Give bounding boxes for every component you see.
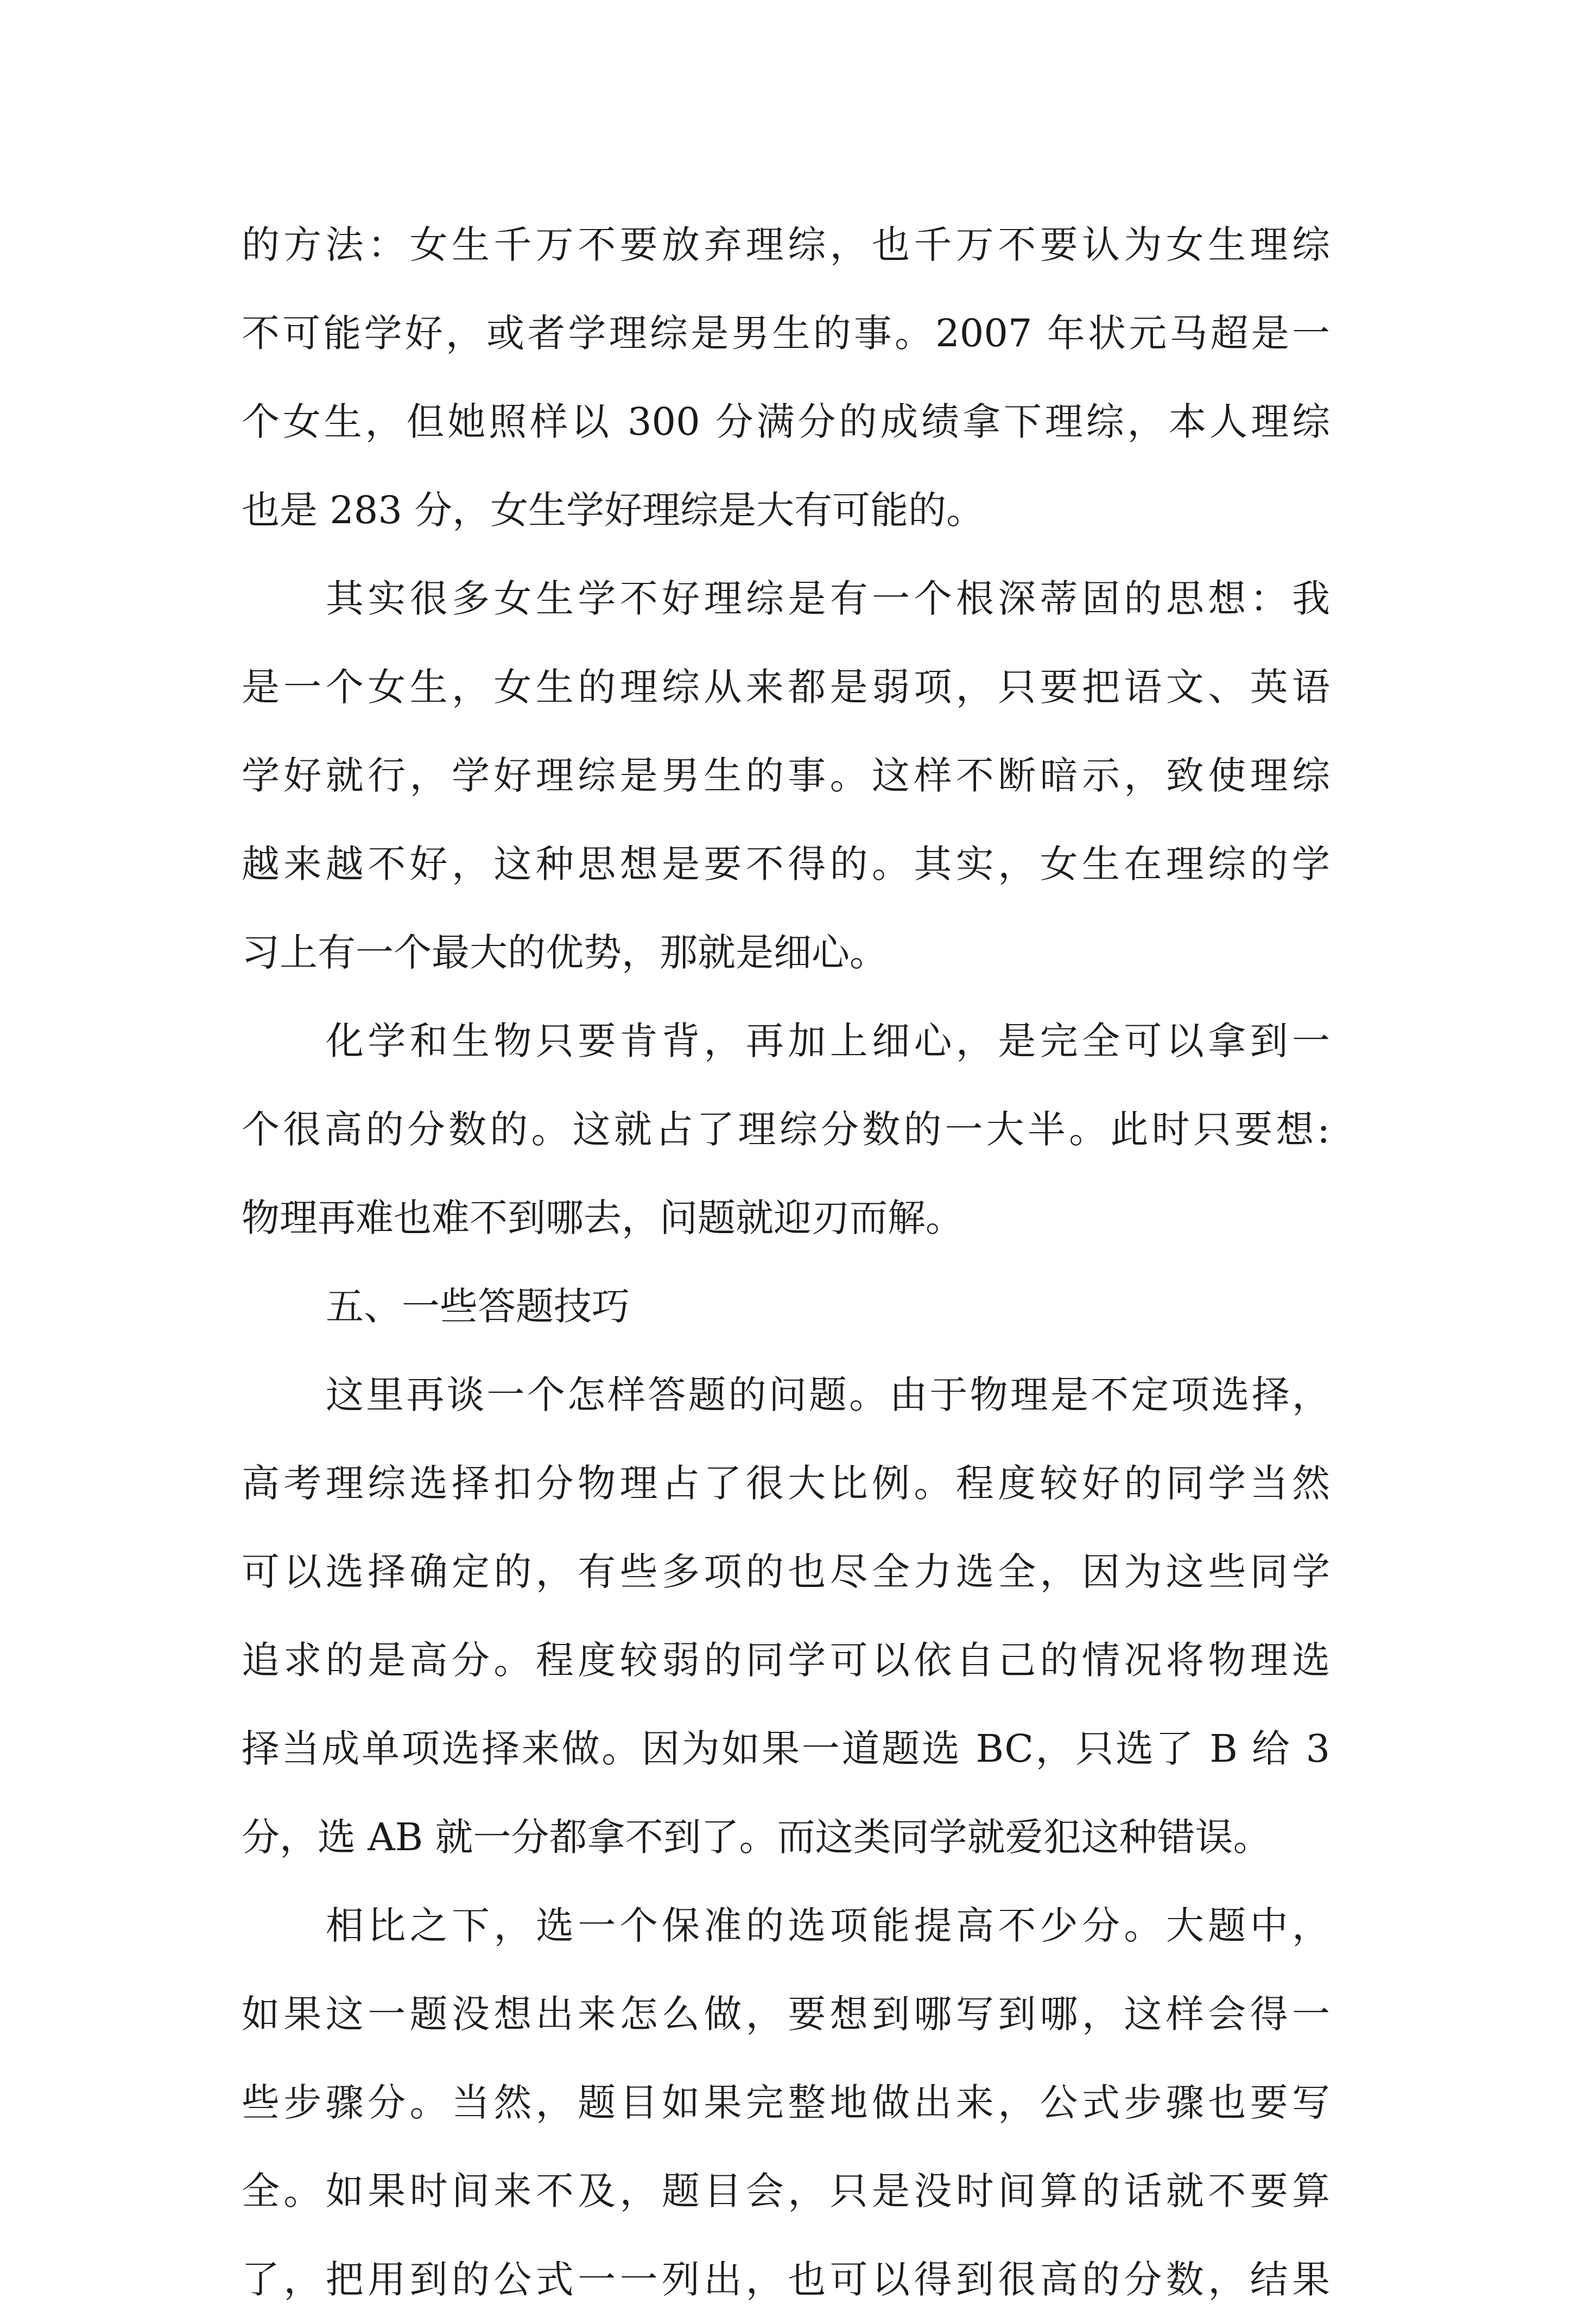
text-line: 习上有一个最大的优势，那就是细心。 (242, 930, 888, 975)
text-line: 不可能学好，或者学理综是男生的事。2007 年状元马超是一 (242, 311, 1330, 355)
document-body (242, 201, 1330, 2324)
paragraph-first-line: 化学和生物只要肯背，再加上细心，是完全可以拿到一 (326, 1019, 1330, 1063)
section-heading: 五、一些答题技巧 (326, 1284, 630, 1329)
text-line: 个很高的分数的。这就占了理综分数的一大半。此时只要想: (242, 1107, 1330, 1152)
text-line: 越来越不好，这种思想是要不得的。其实，女生在理综的学 (242, 842, 1330, 886)
paragraph-first-line: 这里再谈一个怎样答题的问题。由于物理是不定项选择， (326, 1373, 1330, 1417)
paragraph-first-line: 其实很多女生学不好理综是有一个根深蒂固的思想：我 (326, 576, 1330, 621)
text-line: 追求的是高分。程度较弱的同学可以依自己的情况将物理选 (242, 1638, 1330, 1682)
text-line: 学好就行，学好理综是男生的事。这样不断暗示，致使理综 (242, 753, 1330, 798)
text-line: 的方法：女生千万不要放弃理综，也千万不要认为女生理综 (242, 223, 1330, 267)
text-line: 高考理综选择扣分物理占了很大比例。程度较好的同学当然 (242, 1461, 1330, 1506)
text-line: 物理再难也难不到哪去，问题就迎刃而解。 (242, 1196, 964, 1240)
text-line: 个女生，但她照样以 300 分满分的成绩拿下理综，本人理综 (242, 399, 1330, 444)
text-line: 些步骤分。当然，题目如果完整地做出来，公式步骤也要写 (242, 2080, 1330, 2125)
text-line: 了，把用到的公式一一列出，也可以得到很高的分数，结果 (242, 2257, 1330, 2302)
text-line: 也是 283 分，女生学好理综是大有可能的。 (242, 488, 985, 532)
text-line: 如果这一题没想出来怎么做，要想到哪写到哪，这样会得一 (242, 1992, 1330, 2036)
text-line: 全。如果时间来不及，题目会，只是没时间算的话就不要算 (242, 2169, 1330, 2213)
text-line: 是一个女生，女生的理综从来都是弱项，只要把语文、英语 (242, 665, 1330, 709)
text-line: 可以选择确定的，有些多项的也尽全力选全，因为这些同学 (242, 1550, 1330, 1594)
text-line: 择当成单项选择来做。因为如果一道题选 BC，只选了 B 给 3 (242, 1726, 1330, 1771)
text-line: 分，选 AB 就一分都拿不到了。而这类同学就爱犯这种错误。 (242, 1815, 1271, 1859)
paragraph-first-line: 相比之下，选一个保准的选项能提高不少分。大题中， (326, 1903, 1330, 1948)
